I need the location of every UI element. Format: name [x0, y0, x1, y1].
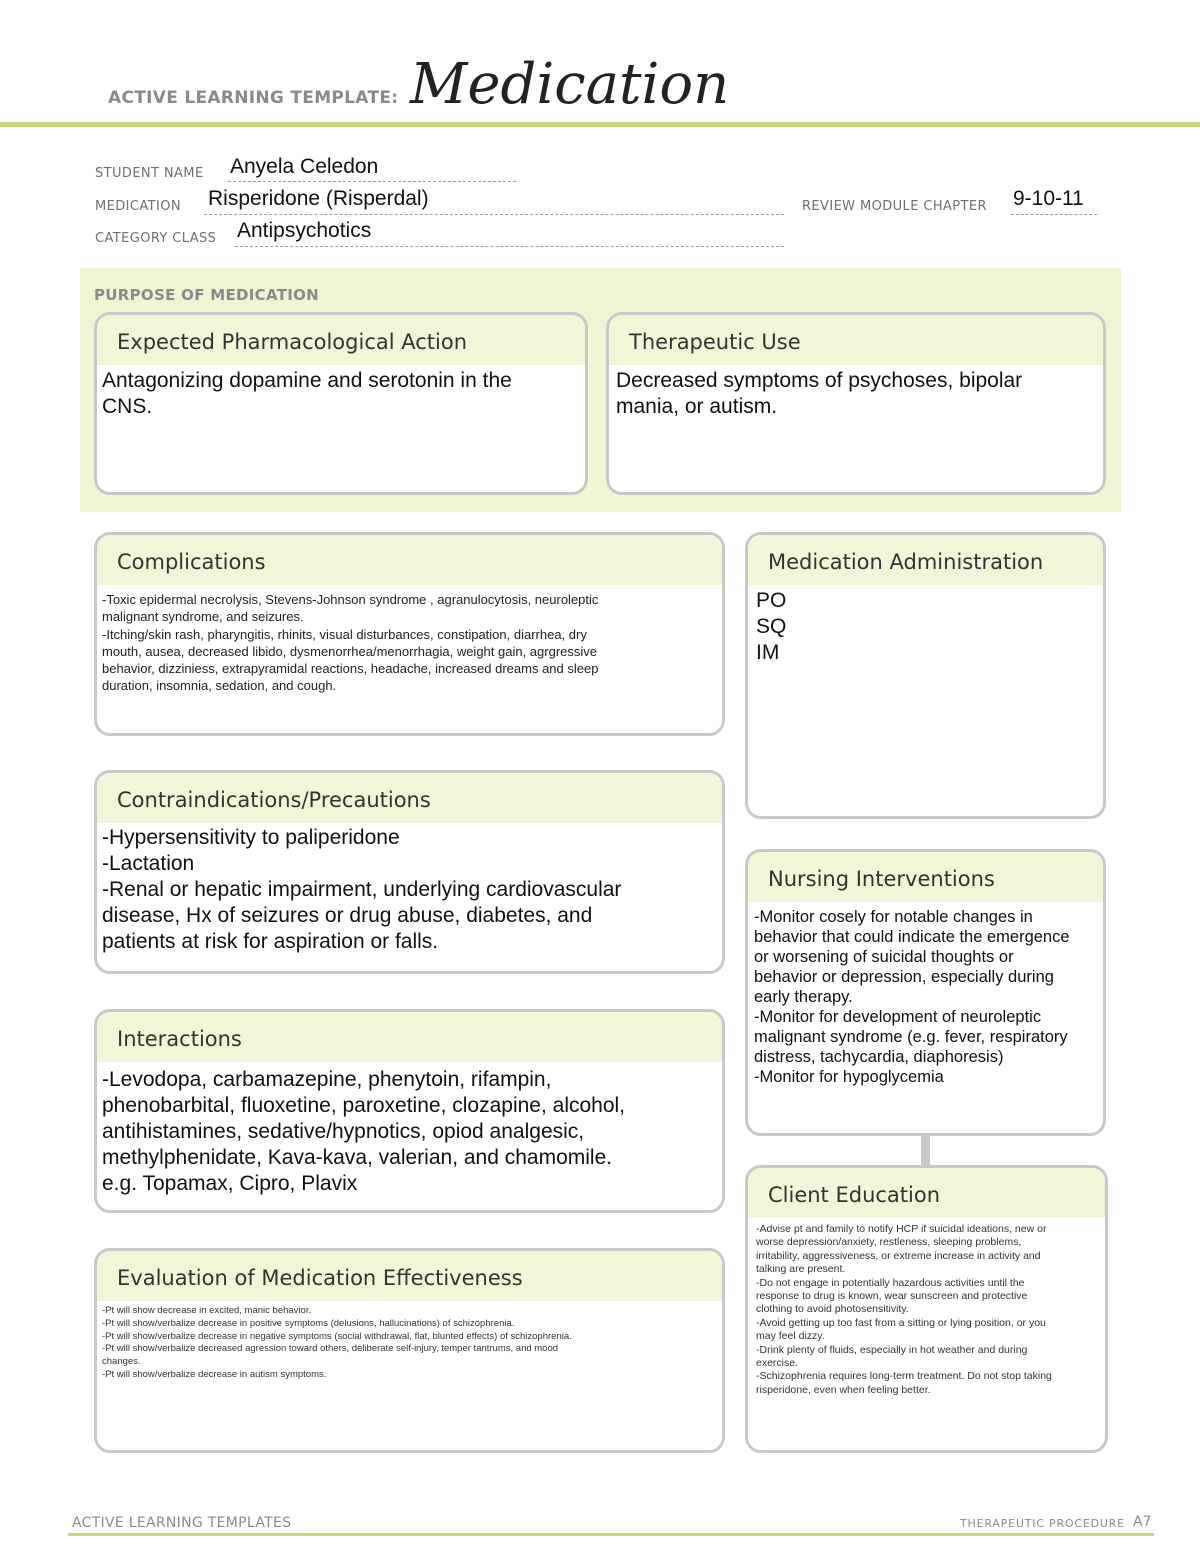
expected-action-text[interactable]: Antagonizing dopamine and serotonin in the CNS. — [102, 369, 512, 418]
purpose-title: PURPOSE OF MEDICATION — [94, 286, 320, 304]
therapeutic-use-text[interactable]: Decreased symptoms of psychoses, bipolar mania, or autism. — [616, 369, 1023, 418]
footer-left-label: ACTIVE LEARNING TEMPLATES — [72, 1515, 292, 1531]
connector-bar — [921, 1134, 930, 1166]
administration-heading: Medication Administration — [748, 535, 1103, 585]
therapeutic-use-box — [606, 312, 1106, 495]
review-chapter-underline — [1011, 214, 1097, 215]
medication-value[interactable]: Risperidone (Risperdal) — [208, 187, 429, 210]
category-class-value[interactable]: Antipsychotics — [237, 219, 372, 242]
evaluation-box — [94, 1248, 725, 1453]
complications-box — [94, 532, 725, 736]
template-label: ACTIVE LEARNING TEMPLATE: — [108, 88, 399, 108]
client-education-box — [745, 1165, 1108, 1453]
interactions-box — [94, 1009, 725, 1213]
student-name-label: STUDENT NAME — [95, 166, 204, 181]
nursing-interventions-text[interactable]: -Monitor cosely for notable changes in behavior that could indicate the emergence or worsening of suicidal thoughts or behavior or depression, especially during early therapy. -Monitor for development of neuroleptic malignant syndrome (e.g. fever, respiratory distress, tachycardia, diaphoresis) -Monitor for hypoglycemia — [754, 908, 1070, 1086]
administration-box — [745, 532, 1106, 819]
footer-right-label: THERAPEUTIC PROCEDURE — [960, 1517, 1125, 1530]
header-rule — [0, 122, 1200, 127]
contraindications-text[interactable]: -Hypersensitivity to paliperidone -Lactation -Renal or hepatic impairment, underlying cardiovascular disease, Hx of seizures or drug abuse, diabetes, and patients at risk for aspiration or falls. — [102, 826, 622, 953]
medication-underline — [204, 214, 784, 215]
expected-action-heading: Expected Pharmacological Action — [97, 315, 585, 365]
interactions-text[interactable]: -Levodopa, carbamazepine, phenytoin, rifampin, phenobarbital, fluoxetine, paroxetine, clozapine, alcohol, antihistamines, sedative/hypnotics, opiod analgesic, methylphenidate, Kava-kava, valerian, and chamomile. e.g. Topamax, Cipro, Plavix — [102, 1068, 626, 1195]
therapeutic-use-heading: Therapeutic Use — [609, 315, 1103, 365]
category-class-label: CATEGORY CLASS — [95, 231, 217, 246]
nursing-interventions-heading: Nursing Interventions — [748, 852, 1103, 902]
student-name-underline — [228, 181, 516, 182]
review-chapter-label: REVIEW MODULE CHAPTER — [802, 199, 987, 214]
complications-text[interactable]: -Toxic epidermal necrolysis, Stevens-Johnson syndrome , agranulocytosis, neuroleptic malignant syndrome, and seizures. -Itching/skin rash, pharyngitis, rhinits, visual disturbances, constipation, diarrhea, dry mouth, ausea, decreased libido, dysmenorrhea/menorrhagia, weight gain, agrgressive behavior, dizziniess, extrapyramidal reactions, headache, increased dreams and sleep duration, insomnia, sedation, and cough. — [102, 592, 599, 694]
client-education-heading: Client Education — [748, 1168, 1105, 1218]
contraindications-heading: Contraindications/Precautions — [97, 773, 722, 823]
administration-text[interactable]: PO SQ IM — [756, 589, 787, 664]
review-chapter-value[interactable]: 9-10-11 — [1013, 187, 1084, 210]
contraindications-box — [94, 770, 725, 974]
nursing-interventions-box — [745, 849, 1106, 1136]
footer-page-number: A7 — [1133, 1514, 1152, 1530]
evaluation-text[interactable]: -Pt will show decrease in excited, manic behavior. -Pt will show/verbalize decrease in positive symptoms (delusions, hallucinations) of schizophrenia. -Pt will show/verbalize decrease in negative symptoms (social withdrawal, flat, blunted effects) of schizophrenia. -Pt will show/verbalize decreased agression toward others, deliberate self-injury, temper tantrums, and mood changes. -Pt will show/verbalize decrease in autism symptoms. — [102, 1305, 572, 1380]
interactions-heading: Interactions — [97, 1012, 722, 1062]
evaluation-heading: Evaluation of Medication Effectiveness — [97, 1251, 722, 1301]
footer-rule — [68, 1533, 1154, 1536]
client-education-text[interactable]: -Advise pt and family to notify HCP if suicidal ideations, new or worse depression/anxiety, restleness, sleeping problems, irritability, aggressiveness, or extreme increase in activity and talking are present. -Do not engage in potentially hazardous activities until the response to drug is known, wear sunscreen and protective clothing to avoid photosensitivity. -Avoid getting up too fast from a sitting or lying position, or you may feel dizzy. -Drink plenty of fluids, especially in hot weather and during exercise. -Schizophrenia requires long-term treatment. Do not stop taking risperidone, even when feeling better. — [756, 1223, 1052, 1396]
medication-label: MEDICATION — [95, 199, 181, 214]
complications-heading: Complications — [97, 535, 722, 585]
page-title: Medication — [410, 52, 730, 117]
category-class-underline — [235, 246, 784, 247]
student-name-value[interactable]: Anyela Celedon — [230, 155, 379, 178]
expected-action-box — [94, 312, 588, 495]
